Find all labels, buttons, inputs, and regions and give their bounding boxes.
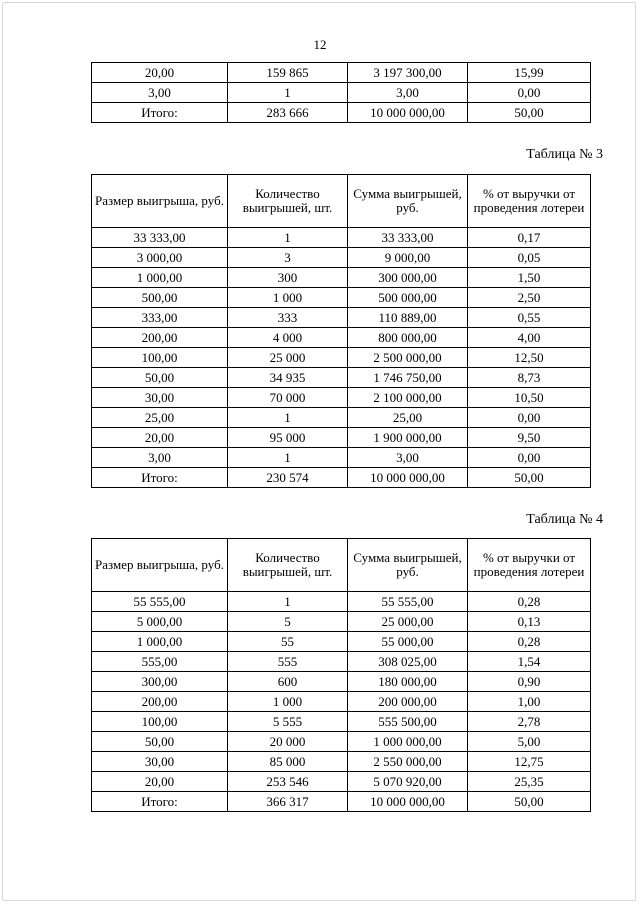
cell-prize-sum: 555 500,00: [348, 712, 468, 732]
cell-prize-size: 33 333,00: [92, 228, 228, 248]
table-row: [92, 63, 591, 83]
cell-prize-count: 1: [228, 83, 348, 103]
cell-prize-size: 30,00: [92, 752, 228, 772]
table-row: [92, 468, 591, 488]
cell-revenue-percent: 1,54: [468, 652, 591, 672]
cell-prize-size: 100,00: [92, 712, 228, 732]
header-prize-size: Размер выигрыша, руб.: [92, 175, 228, 228]
cell-prize-size: 500,00: [92, 288, 228, 308]
cell-prize-count: 253 546: [228, 772, 348, 792]
header-prize-count: Количество выигрышей, шт.: [228, 175, 348, 228]
cell-prize-size: 50,00: [92, 368, 228, 388]
cell-prize-sum: 55 555,00: [348, 592, 468, 612]
cell-revenue-percent: 0,00: [468, 83, 591, 103]
table3-body: [92, 228, 591, 488]
cell-revenue-percent: 15,99: [468, 63, 591, 83]
cell-revenue-percent: 9,50: [468, 428, 591, 448]
cell-revenue-percent: 4,00: [468, 328, 591, 348]
cell-prize-size: 200,00: [92, 692, 228, 712]
cell-prize-size: 3 000,00: [92, 248, 228, 268]
cell-prize-size: 3,00: [92, 83, 228, 103]
table-row: [92, 612, 591, 632]
cell-prize-count: 70 000: [228, 388, 348, 408]
cell-prize-count: 159 865: [228, 63, 348, 83]
cell-prize-sum: 2 100 000,00: [348, 388, 468, 408]
cell-revenue-percent: 2,78: [468, 712, 591, 732]
table-continued: [91, 62, 591, 123]
cell-prize-size: 100,00: [92, 348, 228, 368]
table-row: [92, 228, 591, 248]
cell-revenue-percent: 12,75: [468, 752, 591, 772]
cell-prize-count: 1: [228, 408, 348, 428]
cell-prize-size: 5 000,00: [92, 612, 228, 632]
cell-prize-sum: 33 333,00: [348, 228, 468, 248]
cell-revenue-percent: 2,50: [468, 288, 591, 308]
table-row: [92, 328, 591, 348]
cell-prize-count: 600: [228, 672, 348, 692]
table-row: [92, 288, 591, 308]
table-row: [92, 752, 591, 772]
header-revenue-percent: % от выручки от проведения лотереи: [468, 175, 591, 228]
table4-header-row: [92, 539, 591, 592]
cell-prize-count: 20 000: [228, 732, 348, 752]
cell-prize-sum: 10 000 000,00: [348, 103, 468, 123]
cell-prize-size: 20,00: [92, 63, 228, 83]
cell-revenue-percent: 10,50: [468, 388, 591, 408]
table4: [91, 538, 591, 812]
cell-prize-sum: 3,00: [348, 448, 468, 468]
cell-revenue-percent: 0,90: [468, 672, 591, 692]
table-row: [92, 408, 591, 428]
cell-prize-size: 200,00: [92, 328, 228, 348]
cell-prize-sum: 110 889,00: [348, 308, 468, 328]
table-row: [92, 672, 591, 692]
cell-prize-sum: 2 550 000,00: [348, 752, 468, 772]
cell-prize-sum: 5 070 920,00: [348, 772, 468, 792]
table-row: [92, 712, 591, 732]
table-row: [92, 348, 591, 368]
cell-prize-count: 3: [228, 248, 348, 268]
cell-revenue-percent: 12,50: [468, 348, 591, 368]
cell-revenue-percent: 5,00: [468, 732, 591, 752]
cell-revenue-percent: 0,55: [468, 308, 591, 328]
cell-prize-size: 55 555,00: [92, 592, 228, 612]
cell-revenue-percent: 8,73: [468, 368, 591, 388]
table-row: [92, 772, 591, 792]
header-prize-sum: Сумма выигрышей, руб.: [348, 539, 468, 592]
cell-prize-count: 1: [228, 592, 348, 612]
cell-prize-size: Итого:: [92, 468, 228, 488]
cell-revenue-percent: 0,17: [468, 228, 591, 248]
table-row: [92, 83, 591, 103]
table-row: [92, 732, 591, 752]
cell-prize-size: 20,00: [92, 428, 228, 448]
table-row: [92, 652, 591, 672]
cell-prize-sum: 10 000 000,00: [348, 792, 468, 812]
table-row: [92, 388, 591, 408]
cell-prize-sum: 2 500 000,00: [348, 348, 468, 368]
table3-header-row: [92, 175, 591, 228]
table3: [91, 174, 591, 488]
header-prize-size: Размер выигрыша, руб.: [92, 539, 228, 592]
cell-prize-count: 555: [228, 652, 348, 672]
cell-prize-sum: 500 000,00: [348, 288, 468, 308]
table3-caption: Таблица № 3: [526, 147, 603, 162]
cell-revenue-percent: 0,28: [468, 592, 591, 612]
cell-prize-count: 5 555: [228, 712, 348, 732]
cell-revenue-percent: 50,00: [468, 468, 591, 488]
cell-prize-count: 1 000: [228, 692, 348, 712]
cell-prize-count: 55: [228, 632, 348, 652]
cell-prize-size: 300,00: [92, 672, 228, 692]
cell-prize-sum: 3 197 300,00: [348, 63, 468, 83]
header-prize-sum: Сумма выигрышей, руб.: [348, 175, 468, 228]
cell-prize-sum: 300 000,00: [348, 268, 468, 288]
header-prize-count: Количество выигрышей, шт.: [228, 539, 348, 592]
table-row: [92, 692, 591, 712]
cell-prize-size: 1 000,00: [92, 268, 228, 288]
table-row: [92, 248, 591, 268]
cell-prize-sum: 1 746 750,00: [348, 368, 468, 388]
cell-prize-count: 1: [228, 448, 348, 468]
cell-prize-count: 366 317: [228, 792, 348, 812]
cell-prize-count: 333: [228, 308, 348, 328]
cell-prize-sum: 1 900 000,00: [348, 428, 468, 448]
cell-prize-size: Итого:: [92, 103, 228, 123]
table-row: [92, 632, 591, 652]
cell-prize-size: 20,00: [92, 772, 228, 792]
cell-prize-sum: 308 025,00: [348, 652, 468, 672]
cell-revenue-percent: 50,00: [468, 103, 591, 123]
table4-body: [92, 592, 591, 812]
cell-revenue-percent: 50,00: [468, 792, 591, 812]
cell-prize-size: 50,00: [92, 732, 228, 752]
cell-revenue-percent: 0,28: [468, 632, 591, 652]
table-row: [92, 368, 591, 388]
cell-revenue-percent: 1,00: [468, 692, 591, 712]
cell-revenue-percent: 25,35: [468, 772, 591, 792]
table-row: [92, 268, 591, 288]
cell-prize-count: 5: [228, 612, 348, 632]
cell-prize-count: 1 000: [228, 288, 348, 308]
cell-prize-sum: 180 000,00: [348, 672, 468, 692]
cell-prize-count: 85 000: [228, 752, 348, 772]
cell-prize-count: 283 666: [228, 103, 348, 123]
cell-prize-count: 95 000: [228, 428, 348, 448]
cell-prize-size: 25,00: [92, 408, 228, 428]
table-row: [92, 792, 591, 812]
cell-revenue-percent: 0,13: [468, 612, 591, 632]
cell-prize-count: 4 000: [228, 328, 348, 348]
cell-prize-size: 1 000,00: [92, 632, 228, 652]
cell-prize-sum: 10 000 000,00: [348, 468, 468, 488]
cell-prize-sum: 25 000,00: [348, 612, 468, 632]
cell-prize-size: 555,00: [92, 652, 228, 672]
cell-prize-size: Итого:: [92, 792, 228, 812]
cell-prize-sum: 25,00: [348, 408, 468, 428]
cell-revenue-percent: 0,00: [468, 448, 591, 468]
cell-prize-sum: 1 000 000,00: [348, 732, 468, 752]
table-row: [92, 448, 591, 468]
cell-prize-size: 333,00: [92, 308, 228, 328]
table-row: [92, 592, 591, 612]
table-row: [92, 308, 591, 328]
cell-prize-sum: 9 000,00: [348, 248, 468, 268]
header-revenue-percent: % от выручки от проведения лотереи: [468, 539, 591, 592]
cell-prize-count: 25 000: [228, 348, 348, 368]
table-row: [92, 103, 591, 123]
cell-prize-sum: 55 000,00: [348, 632, 468, 652]
cell-prize-count: 230 574: [228, 468, 348, 488]
cell-prize-size: 30,00: [92, 388, 228, 408]
table-row: [92, 428, 591, 448]
page-number: 12: [313, 37, 327, 52]
table4-caption: Таблица № 4: [526, 512, 603, 527]
cell-prize-count: 34 935: [228, 368, 348, 388]
cell-revenue-percent: 0,00: [468, 408, 591, 428]
cell-prize-count: 1: [228, 228, 348, 248]
table-continued-body: [92, 63, 591, 123]
cell-prize-sum: 800 000,00: [348, 328, 468, 348]
cell-prize-sum: 3,00: [348, 83, 468, 103]
cell-revenue-percent: 1,50: [468, 268, 591, 288]
cell-prize-count: 300: [228, 268, 348, 288]
cell-prize-sum: 200 000,00: [348, 692, 468, 712]
cell-revenue-percent: 0,05: [468, 248, 591, 268]
cell-prize-size: 3,00: [92, 448, 228, 468]
